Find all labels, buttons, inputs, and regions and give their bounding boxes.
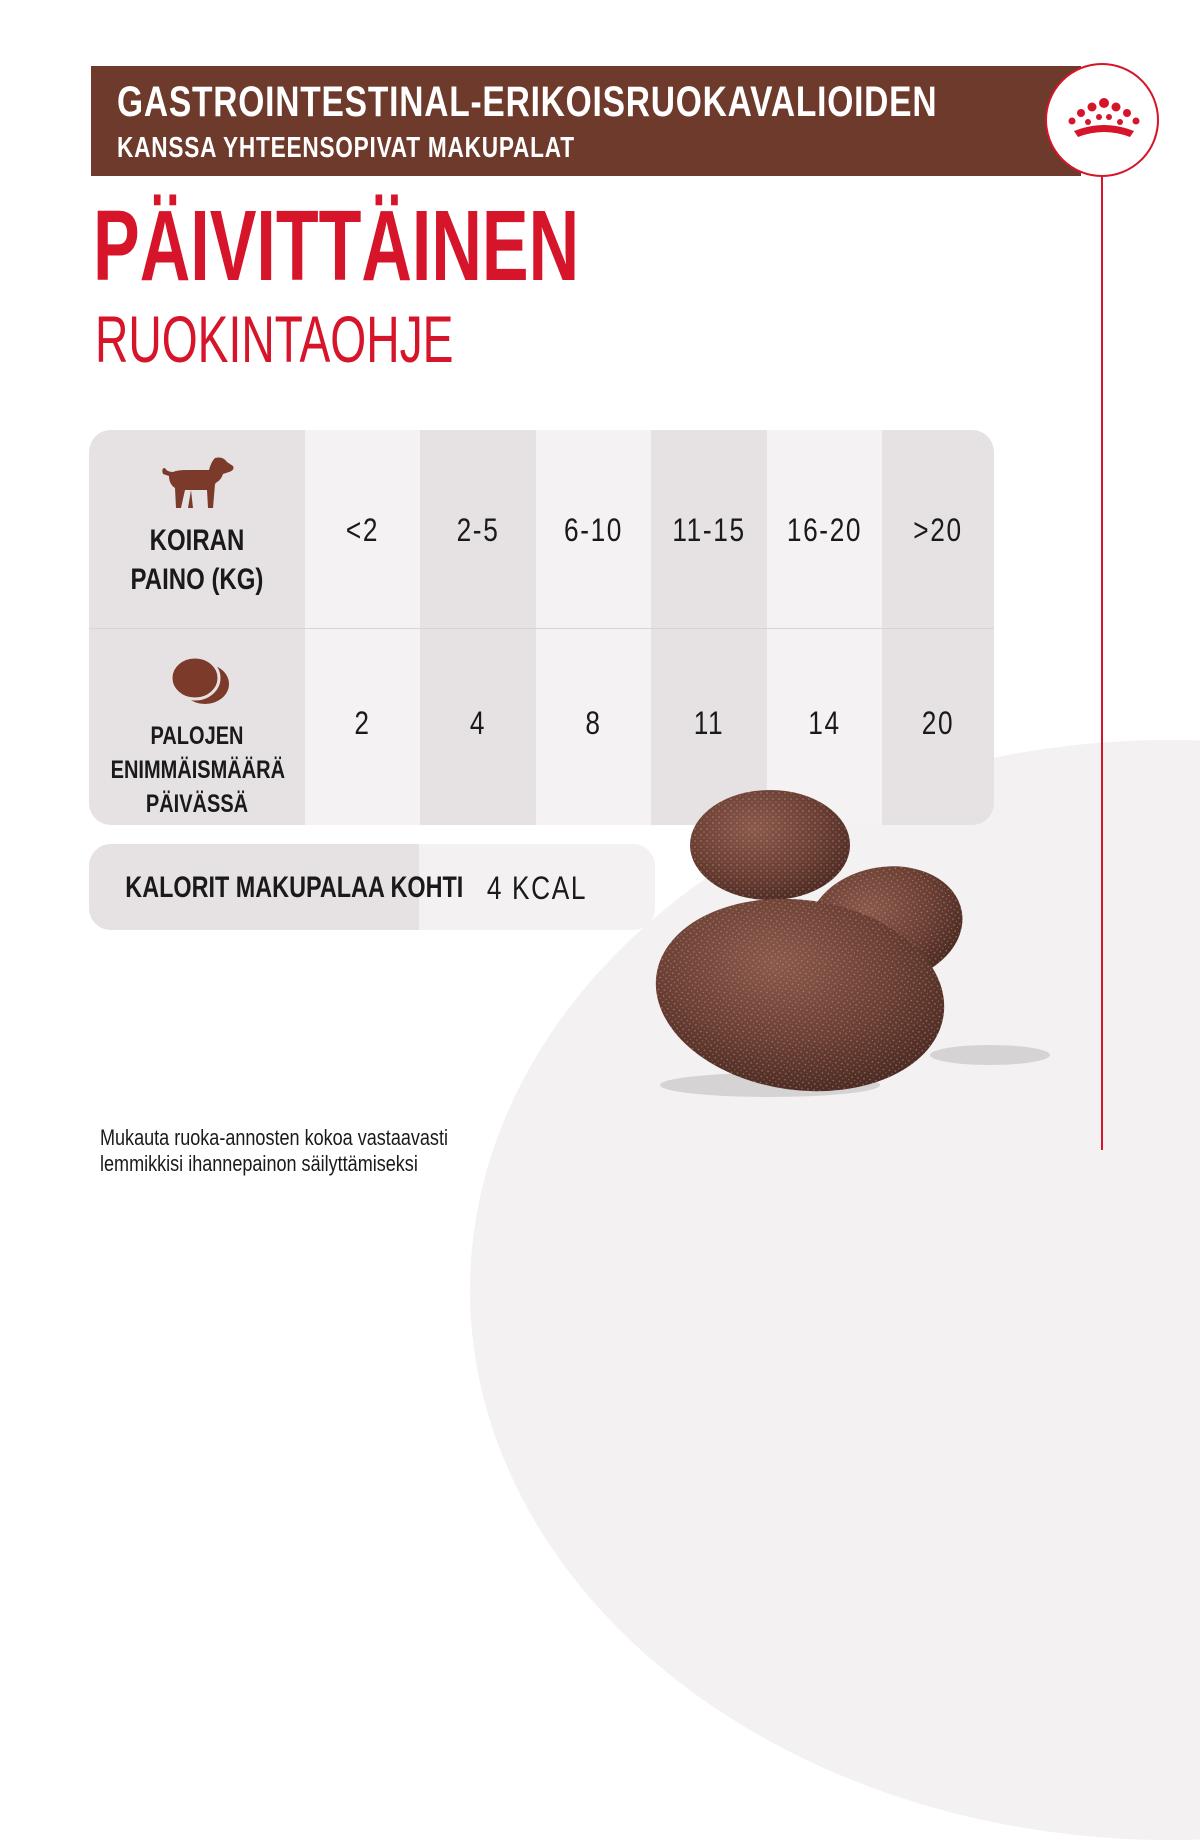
header-subtitle: KANSSA YHTEENSOPIVAT MAKUPALAT [117,132,575,164]
weight-label-line1: KOIRAN [149,524,245,557]
count-cell: 4 [469,705,487,741]
calories-value: 4 KCAL [486,870,588,906]
weight-cell: 11-15 [672,512,746,548]
weight-cell: 6-10 [563,512,624,548]
page-title: PÄIVITTÄINEN [93,190,580,302]
brand-logo [1045,63,1159,177]
treats-image [640,780,1060,1100]
count-cell: 14 [808,705,841,741]
count-label-line3: PÄIVÄSSÄ [145,790,249,818]
dog-icon [157,454,237,510]
vertical-red-rule [1101,177,1103,1150]
row-divider [89,628,994,629]
crown-logo-icon [1064,93,1144,149]
count-cell: 11 [693,705,725,741]
weight-cell: >20 [913,512,963,548]
weight-label-line2: PAINO (KG) [130,563,264,596]
page-subtitle: RUOKINTAOHJE [95,302,454,376]
footnote-line2: lemmikkisi ihannepainon säilyttämiseksi [100,1151,418,1176]
weight-cell: 2-5 [456,512,500,548]
footnote [100,1125,448,1177]
count-cell: 20 [921,705,955,741]
footnote-line1: Mukauta ruoka-annosten kokoa vastaavasti [100,1125,448,1150]
calories-label: KALORIT MAKUPALAA KOHTI [125,871,464,904]
header-title: GASTROINTESTINAL-ERIKOISRUOKAVALIOIDEN [117,78,938,126]
header-banner [91,66,1081,176]
calories-box [89,844,655,930]
count-cell: 8 [585,705,602,741]
count-cell: 2 [354,705,371,741]
treat-back [690,790,850,900]
weight-cell: 16-20 [786,512,863,548]
count-label-line2: ENIMMÄISMÄÄRÄ [110,756,286,784]
treat-icon [169,652,231,708]
feeding-table [89,430,994,825]
count-label-line1: PALOJEN [150,722,244,750]
weight-cell: <2 [345,512,380,548]
